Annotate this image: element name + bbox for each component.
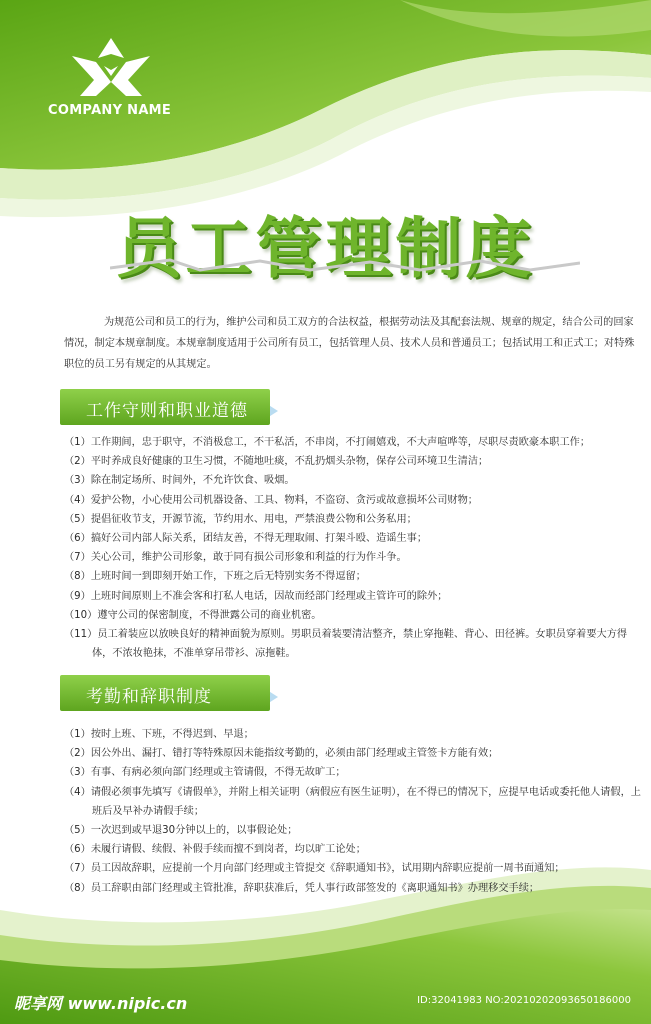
list-item: （6）未履行请假、续假、补假手续而擅不到岗者，均以旷工论处；	[64, 844, 366, 856]
list-item: （6）搞好公司内部人际关系，团结友善，不得无理取闹、打架斗殴、造谣生事；	[64, 533, 428, 545]
list-item: （5）提倡征收节支，开源节流，节约用水、用电，严禁浪费公物和公务私用；	[64, 513, 417, 525]
company-name: COMPANY NAME	[48, 103, 172, 118]
section-heading-work-rules	[60, 389, 290, 425]
list-item: （11）员工着装应以放映良好的精神面貌为原则。男职员着装要清洁整齐，禁止穿拖鞋、背心、田径裤。女职员穿着要大方得体，不浓妆艳抹，不准单穿吊带衫、凉拖鞋。	[64, 629, 628, 660]
list-item: （3）除在制定场所、时间外，不允许饮食、吸烟。	[64, 475, 295, 487]
section-heading-attendance	[60, 675, 290, 711]
company-logo-mark-icon	[66, 36, 156, 98]
list-item: （8）员工辞职由部门经理或主管批准，辞职获准后，凭人事行政部签发的《离职通知书》办理移交手续；	[64, 882, 540, 894]
list-item: （2）因公外出、漏打、错打等特殊原因未能指纹考勤的，必须由部门经理或主管签卡方能有效；	[64, 748, 499, 760]
list-item: （10）遵守公司的保密制度，不得泄露公司的商业机密。	[64, 609, 322, 621]
list-item: （3）有事、有病必须向部门经理或主管请假，不得无故旷工；	[64, 767, 346, 779]
intro-paragraph: 为规范公司和员工的行为，维护公司和员工双方的合法权益，根据劳动法及其配套法规、规章的规定，结合公司的回家情况，制定本规章制度。本规章制度适用于公司所有员工，包括管理人员、技术人员和普通员工；包括试用工和正式工；对特殊职位的员工另有规定的从其规定。	[64, 317, 635, 370]
list-item: （8）上班时间一到即刻开始工作，下班之后无特别实务不得逗留；	[64, 571, 366, 583]
list-item: （5）一次迟到或早退30分钟以上的，以事假论处；	[64, 825, 298, 837]
list-item: （4）请假必须事先填写《请假单》，并附上相关证明（病假应有医生证明），在不得已的情况下，应提早电话或委托他人请假，上班后及早补办请假手续；	[64, 786, 641, 817]
list-item: （9）上班时间原则上不准会客和打私人电话，因故而经部门经理或主管许可的除外；	[64, 590, 448, 602]
list-item: （2）平时养成良好健康的卫生习惯，不随地吐痰，不乱扔烟头杂物，保存公司环境卫生清洁；	[64, 456, 489, 468]
section-heading-label: 考勤和辞职制度	[86, 687, 212, 707]
list-item: （1）按时上班、下班，不得迟到、早退；	[64, 729, 254, 740]
list-item: （1）工作期间，忠于职守，不消极怠工，不干私活，不串岗，不打闹嬉戏，不大声喧哗等，尽职尽责欧豪本职工作；	[64, 437, 591, 448]
title-underline-decoration	[110, 258, 580, 272]
footer-id-text: ID:32041983 NO:20210202093650186000	[417, 995, 631, 1006]
list-item: （4）爱护公物，小心使用公司机器设备、工具、物料，不盗窃、贪污或故意损坏公司财物；	[64, 494, 478, 506]
attendance-rules-list	[64, 725, 644, 898]
section-heading-label: 工作守则和职业道德	[86, 401, 248, 421]
page-title: 员工管理制度	[115, 210, 536, 287]
list-item: （7）关心公司，维护公司形象，敢于同有损公司形象和利益的行为作斗争。	[64, 552, 407, 564]
list-item: （7）员工因故辞职，应提前一个月向部门经理或主管提交《辞职通知书》，试用期内辞职应提前一周书面通知；	[64, 863, 565, 875]
footer-site-logo: 昵享网 www.nipic.cn	[14, 994, 188, 1013]
work-rules-list	[64, 433, 644, 663]
